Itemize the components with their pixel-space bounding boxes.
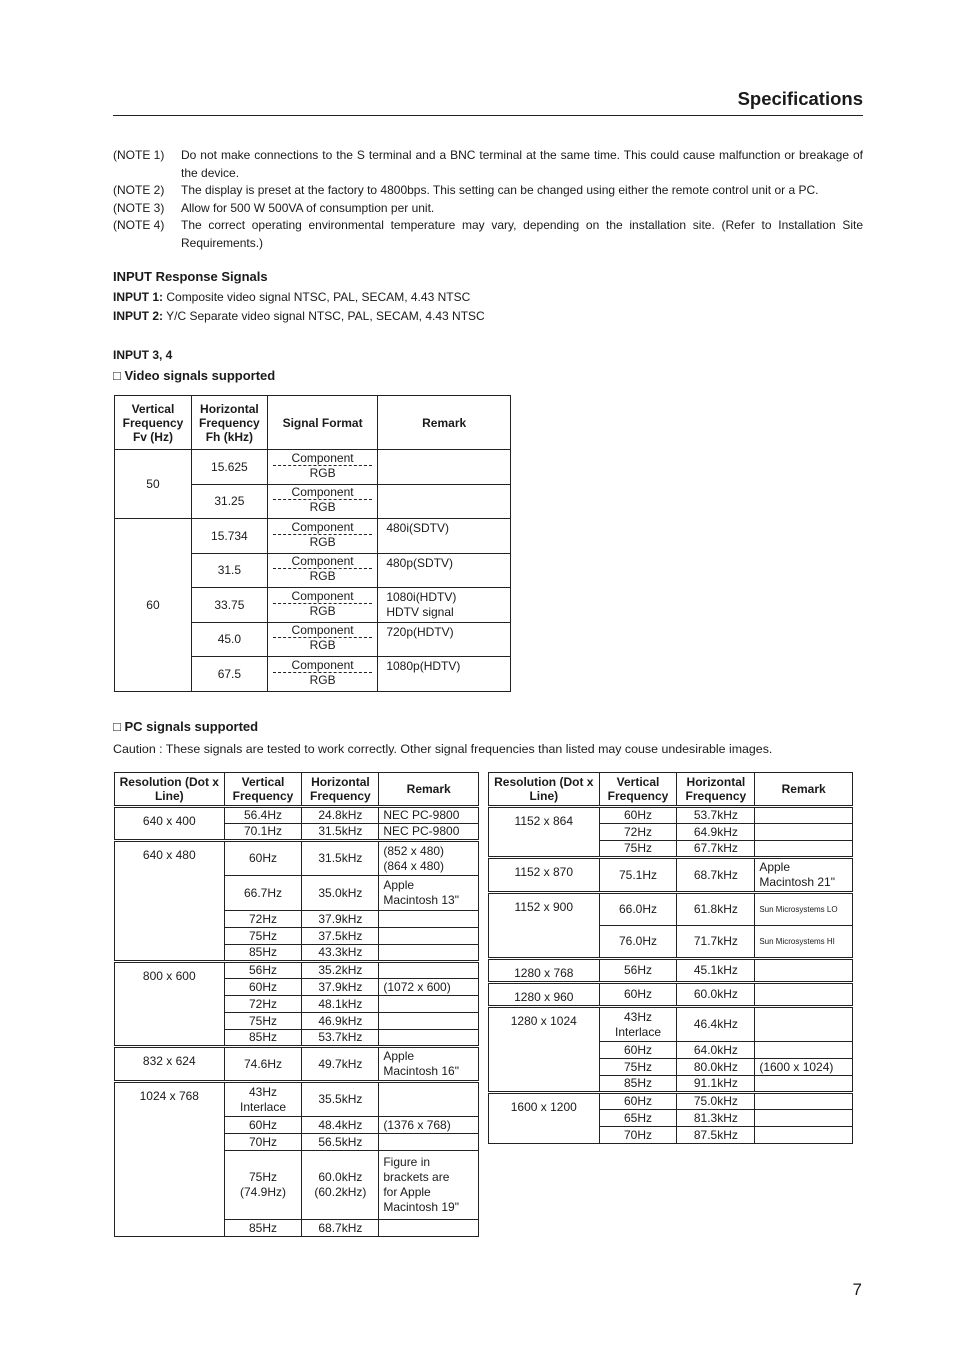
note-label: (NOTE 4) xyxy=(113,218,165,233)
pc-left-body xyxy=(115,773,479,1237)
vertical-freq-cell: 60Hz xyxy=(599,1042,677,1059)
format-top-line xyxy=(270,658,376,672)
horizontal-freq-cell: 56.5kHz xyxy=(302,1134,379,1151)
format-bottom-line xyxy=(270,673,376,687)
vertical-freq-cell: 60Hz xyxy=(599,983,677,1007)
horizontal-freq-cell: 53.7kHz xyxy=(677,807,755,824)
input2-label: INPUT 2: xyxy=(113,309,164,323)
resolution-cell: 640 x 400 xyxy=(115,807,225,841)
resolution-cell: 832 x 624 xyxy=(115,1047,225,1082)
vertical-freq-cell: 56.4Hz xyxy=(224,807,302,824)
resolution-cell: 1152 x 900 xyxy=(489,893,600,959)
remark-cell xyxy=(379,962,479,979)
horizontal-freq-cell: 24.8kHz xyxy=(302,807,379,824)
format-top-line xyxy=(270,589,376,603)
header-cell: Signal Format xyxy=(267,396,378,450)
resolution-cell: 800 x 600 xyxy=(115,962,225,1047)
remark-cell xyxy=(755,1042,853,1059)
vertical-freq-cell: 85Hz xyxy=(599,1076,677,1093)
resolution-cell: 1280 x 960 xyxy=(489,983,600,1007)
horizontal-freq-cell: 68.7kHz xyxy=(302,1220,379,1237)
format-bottom: RGB xyxy=(309,603,336,618)
table-row xyxy=(489,1007,853,1042)
fh-cell: 33.75 xyxy=(191,588,267,623)
remark-cell xyxy=(379,1013,479,1030)
remark-cell xyxy=(379,928,479,945)
vertical-freq-cell: 72Hz xyxy=(224,996,302,1013)
horizontal-freq-cell: 37.9kHz xyxy=(302,979,379,996)
page-number: 7 xyxy=(852,1280,862,1299)
vertical-freq-cell: 60Hz xyxy=(599,807,677,824)
remark-cell xyxy=(379,911,479,928)
vertical-freq-cell: 56Hz xyxy=(224,962,302,979)
video-signals-heading: □ Video signals supported xyxy=(113,368,276,383)
remark-cell: (1376 x 768) xyxy=(379,1117,479,1134)
horizontal-freq-cell: 37.5kHz xyxy=(302,928,379,945)
format-bottom-line xyxy=(270,604,376,618)
format-top: Component xyxy=(291,519,354,534)
format-bottom-line xyxy=(270,535,376,549)
pc-signals-table-left xyxy=(114,772,479,1237)
remark-cell: (1600 x 1024) xyxy=(755,1059,853,1076)
note-text: Do not make connections to the S terminal and a BNC terminal at the same time. This could cause malfunction or breakage of the device. xyxy=(181,148,863,180)
vertical-freq-cell: 85Hz xyxy=(224,945,302,962)
table-row xyxy=(115,841,479,876)
table-row xyxy=(115,1047,479,1082)
table-row xyxy=(489,1093,853,1110)
horizontal-freq-cell: 46.9kHz xyxy=(302,1013,379,1030)
format-top-line xyxy=(270,451,376,465)
horizontal-freq-cell: 64.9kHz xyxy=(677,824,755,841)
format-stack xyxy=(270,623,376,655)
title-rule xyxy=(113,115,863,116)
remark-cell: NEC PC-9800 xyxy=(379,824,479,841)
remark-cell: Apple Macintosh 21" xyxy=(755,858,853,893)
table-header-row xyxy=(115,773,479,807)
remark-cell: Figure in brackets are for Apple Macintosh 19" xyxy=(379,1151,479,1220)
page-title: Specifications xyxy=(737,88,863,109)
format-top-line xyxy=(270,520,376,534)
vertical-freq-cell: 75Hz xyxy=(599,1059,677,1076)
table-row xyxy=(489,959,853,983)
table-row xyxy=(489,983,853,1007)
table-row xyxy=(115,962,479,979)
format-stack xyxy=(270,554,376,586)
format-stack xyxy=(270,589,376,621)
pc-signals-table-right xyxy=(488,772,853,1144)
format-bottom: RGB xyxy=(309,638,336,653)
remark-cell xyxy=(755,1007,853,1042)
header-cell: Horizontal Frequency Fh (kHz) xyxy=(191,396,267,450)
vertical-freq-cell: 43Hz Interlace xyxy=(224,1082,302,1117)
horizontal-freq-cell: 71.7kHz xyxy=(677,926,755,959)
resolution-cell: 1280 x 1024 xyxy=(489,1007,600,1093)
horizontal-freq-cell: 64.0kHz xyxy=(677,1042,755,1059)
format-top-line xyxy=(270,623,376,637)
horizontal-freq-cell: 31.5kHz xyxy=(302,841,379,876)
vertical-freq-cell: 65Hz xyxy=(599,1110,677,1127)
vertical-freq-cell: 75Hz xyxy=(224,928,302,945)
remark-cell xyxy=(755,1076,853,1093)
input-response-heading: INPUT Response Signals xyxy=(113,269,268,284)
horizontal-freq-cell: 49.7kHz xyxy=(302,1047,379,1082)
pc-right-body xyxy=(489,773,853,1144)
format-cell xyxy=(267,484,378,519)
format-cell xyxy=(267,519,378,554)
remark-cell: (852 x 480) (864 x 480) xyxy=(379,841,479,876)
header-cell: Resolution (Dot x Line) xyxy=(489,773,600,807)
remark-cell xyxy=(755,841,853,858)
horizontal-freq-cell: 68.7kHz xyxy=(677,858,755,893)
note-label: (NOTE 3) xyxy=(113,200,165,215)
remark-cell xyxy=(755,959,853,983)
vertical-freq-cell: 43Hz Interlace xyxy=(599,1007,677,1042)
vertical-freq-cell: 66.7Hz xyxy=(224,876,302,911)
remark-cell: NEC PC-9800 xyxy=(379,807,479,824)
note-label: (NOTE 1) xyxy=(113,148,165,162)
remark-cell: (1072 x 600) xyxy=(379,979,479,996)
horizontal-freq-cell: 91.1kHz xyxy=(677,1076,755,1093)
header-cell: Vertical Frequency xyxy=(599,773,677,807)
caution-text: Caution : These signals are tested to work correctly. Other signal frequencies than listed may couse undesirable images. xyxy=(113,742,773,756)
format-bottom: RGB xyxy=(309,534,336,549)
format-cell xyxy=(267,588,378,623)
table-row xyxy=(489,807,853,824)
format-stack xyxy=(270,451,376,483)
format-top: Component xyxy=(291,554,354,569)
vertical-freq-cell: 76.0Hz xyxy=(599,926,677,959)
format-cell xyxy=(267,450,378,485)
format-bottom: RGB xyxy=(309,569,336,584)
format-bottom-line xyxy=(270,500,376,514)
horizontal-freq-cell: 60.0kHz xyxy=(677,983,755,1007)
input1-line xyxy=(113,290,470,304)
pc-signals-heading: □ PC signals supported xyxy=(113,719,259,734)
note-label: (NOTE 2) xyxy=(113,183,165,198)
remark-cell xyxy=(379,1220,479,1237)
format-stack xyxy=(270,485,376,517)
vertical-freq-cell: 60Hz xyxy=(224,841,302,876)
remark-cell: 720p(HDTV) xyxy=(378,622,511,657)
format-top-line xyxy=(270,554,376,568)
format-top: Component xyxy=(291,588,354,603)
header-cell: Vertical Frequency xyxy=(224,773,302,807)
resolution-cell: 640 x 480 xyxy=(115,841,225,962)
horizontal-freq-cell: 87.5kHz xyxy=(677,1127,755,1144)
table-header-row xyxy=(115,396,511,450)
vertical-freq-cell: 75Hz xyxy=(599,841,677,858)
horizontal-freq-cell: 35.0kHz xyxy=(302,876,379,911)
remark-cell xyxy=(755,1093,853,1110)
resolution-cell: 1152 x 864 xyxy=(489,807,600,858)
fh-cell: 31.25 xyxy=(191,484,267,519)
fh-cell: 45.0 xyxy=(191,622,267,657)
remark-cell xyxy=(379,1134,479,1151)
vertical-freq-cell: 85Hz xyxy=(224,1030,302,1047)
fh-cell: 15.625 xyxy=(191,450,267,485)
remark-cell: 1080p(HDTV) xyxy=(378,657,511,692)
header-cell: Vertical Frequency Fv (Hz) xyxy=(115,396,192,450)
horizontal-freq-cell: 45.1kHz xyxy=(677,959,755,983)
notes-list xyxy=(113,147,863,253)
video-table-body xyxy=(115,396,511,692)
format-cell xyxy=(267,657,378,692)
note-item xyxy=(113,217,863,252)
fv-cell: 60 xyxy=(115,519,192,692)
remark-cell xyxy=(755,807,853,824)
table-row xyxy=(489,858,853,893)
format-bottom-line xyxy=(270,466,376,480)
fh-cell: 31.5 xyxy=(191,553,267,588)
vertical-freq-cell: 56Hz xyxy=(599,959,677,983)
note-text: The correct operating environmental temperature may vary, depending on the installation site. (Refer to Installation Site Requirements.) xyxy=(181,218,863,250)
table-row xyxy=(489,893,853,926)
table-row xyxy=(115,1082,479,1117)
resolution-cell: 1600 x 1200 xyxy=(489,1093,600,1144)
input1-text: Composite video signal NTSC, PAL, SECAM, 4.43 NTSC xyxy=(163,290,471,304)
remark-cell: 1080i(HDTV) HDTV signal xyxy=(378,588,511,623)
vertical-freq-cell: 75Hz (74.9Hz) xyxy=(224,1151,302,1220)
vertical-freq-cell: 75Hz xyxy=(224,1013,302,1030)
remark-cell xyxy=(379,1030,479,1047)
resolution-cell: 1280 x 768 xyxy=(489,959,600,983)
horizontal-freq-cell: 67.7kHz xyxy=(677,841,755,858)
horizontal-freq-cell: 81.3kHz xyxy=(677,1110,755,1127)
vertical-freq-cell: 70Hz xyxy=(599,1127,677,1144)
note-item xyxy=(113,200,863,218)
fv-cell: 50 xyxy=(115,450,192,519)
table-header-row xyxy=(489,773,853,807)
header-cell: Remark xyxy=(378,396,511,450)
vertical-freq-cell: 85Hz xyxy=(224,1220,302,1237)
fh-cell: 67.5 xyxy=(191,657,267,692)
remark-cell xyxy=(755,1110,853,1127)
format-bottom: RGB xyxy=(309,465,336,480)
horizontal-freq-cell: 75.0kHz xyxy=(677,1093,755,1110)
remark-cell xyxy=(755,983,853,1007)
format-bottom: RGB xyxy=(309,672,336,687)
vertical-freq-cell: 60Hz xyxy=(224,979,302,996)
header-cell: Remark xyxy=(755,773,853,807)
note-item xyxy=(113,147,863,182)
vertical-freq-cell: 74.6Hz xyxy=(224,1047,302,1082)
remark-cell xyxy=(755,824,853,841)
note-text: The display is preset at the factory to 4800bps. This setting can be changed using either the remote control unit or a PC. xyxy=(181,183,819,198)
horizontal-freq-cell: 35.5kHz xyxy=(302,1082,379,1117)
vertical-freq-cell: 60Hz xyxy=(599,1093,677,1110)
resolution-cell: 1152 x 870 xyxy=(489,858,600,893)
format-bottom: RGB xyxy=(309,500,336,515)
horizontal-freq-cell: 61.8kHz xyxy=(677,893,755,926)
vertical-freq-cell: 72Hz xyxy=(599,824,677,841)
horizontal-freq-cell: 48.1kHz xyxy=(302,996,379,1013)
format-bottom-line xyxy=(270,569,376,583)
format-top: Component xyxy=(291,623,354,638)
fh-cell: 15.734 xyxy=(191,519,267,554)
remark-cell: Apple Macintosh 13" xyxy=(379,876,479,911)
remark-cell: Sun Microsystems LO xyxy=(755,893,853,926)
horizontal-freq-cell: 60.0kHz (60.2kHz) xyxy=(302,1151,379,1220)
remark-cell xyxy=(379,996,479,1013)
vertical-freq-cell: 70.1Hz xyxy=(224,824,302,841)
format-cell xyxy=(267,622,378,657)
table-row xyxy=(115,450,511,485)
format-cell xyxy=(267,553,378,588)
table-row xyxy=(115,807,479,824)
format-top-line xyxy=(270,485,376,499)
header-cell: Resolution (Dot x Line) xyxy=(115,773,225,807)
note-item xyxy=(113,182,863,200)
input34-label: INPUT 3, 4 xyxy=(113,348,173,362)
remark-cell xyxy=(378,450,511,485)
format-stack xyxy=(270,520,376,552)
vertical-freq-cell: 72Hz xyxy=(224,911,302,928)
table-row xyxy=(115,519,511,554)
format-top: Component xyxy=(291,450,354,465)
video-signals-table xyxy=(114,395,511,692)
remark-cell xyxy=(379,1082,479,1117)
horizontal-freq-cell: 80.0kHz xyxy=(677,1059,755,1076)
remark-cell: 480i(SDTV) xyxy=(378,519,511,554)
horizontal-freq-cell: 46.4kHz xyxy=(677,1007,755,1042)
remark-cell: Sun Microsystems HI xyxy=(755,926,853,959)
remark-cell: 480p(SDTV) xyxy=(378,553,511,588)
header-cell: Horizontal Frequency xyxy=(677,773,755,807)
horizontal-freq-cell: 43.3kHz xyxy=(302,945,379,962)
vertical-freq-cell: 75.1Hz xyxy=(599,858,677,893)
remark-cell xyxy=(755,1127,853,1144)
remark-cell xyxy=(379,945,479,962)
header-cell: Horizontal Frequency xyxy=(302,773,379,807)
header-cell: Remark xyxy=(379,773,479,807)
horizontal-freq-cell: 53.7kHz xyxy=(302,1030,379,1047)
format-stack xyxy=(270,658,376,690)
format-bottom-line xyxy=(270,638,376,652)
remark-cell xyxy=(378,484,511,519)
vertical-freq-cell: 70Hz xyxy=(224,1134,302,1151)
horizontal-freq-cell: 35.2kHz xyxy=(302,962,379,979)
format-top: Component xyxy=(291,657,354,672)
horizontal-freq-cell: 37.9kHz xyxy=(302,911,379,928)
horizontal-freq-cell: 31.5kHz xyxy=(302,824,379,841)
note-text: Allow for 500 W 500VA of consumption per unit. xyxy=(181,200,435,215)
input2-line xyxy=(113,309,485,323)
remark-cell: Apple Macintosh 16" xyxy=(379,1047,479,1082)
horizontal-freq-cell: 48.4kHz xyxy=(302,1117,379,1134)
vertical-freq-cell: 66.0Hz xyxy=(599,893,677,926)
input1-label: INPUT 1: xyxy=(113,290,164,304)
input2-text: Y/C Separate video signal NTSC, PAL, SECAM, 4.43 NTSC xyxy=(163,309,485,323)
vertical-freq-cell: 60Hz xyxy=(224,1117,302,1134)
resolution-cell: 1024 x 768 xyxy=(115,1082,225,1237)
format-top: Component xyxy=(291,485,354,500)
